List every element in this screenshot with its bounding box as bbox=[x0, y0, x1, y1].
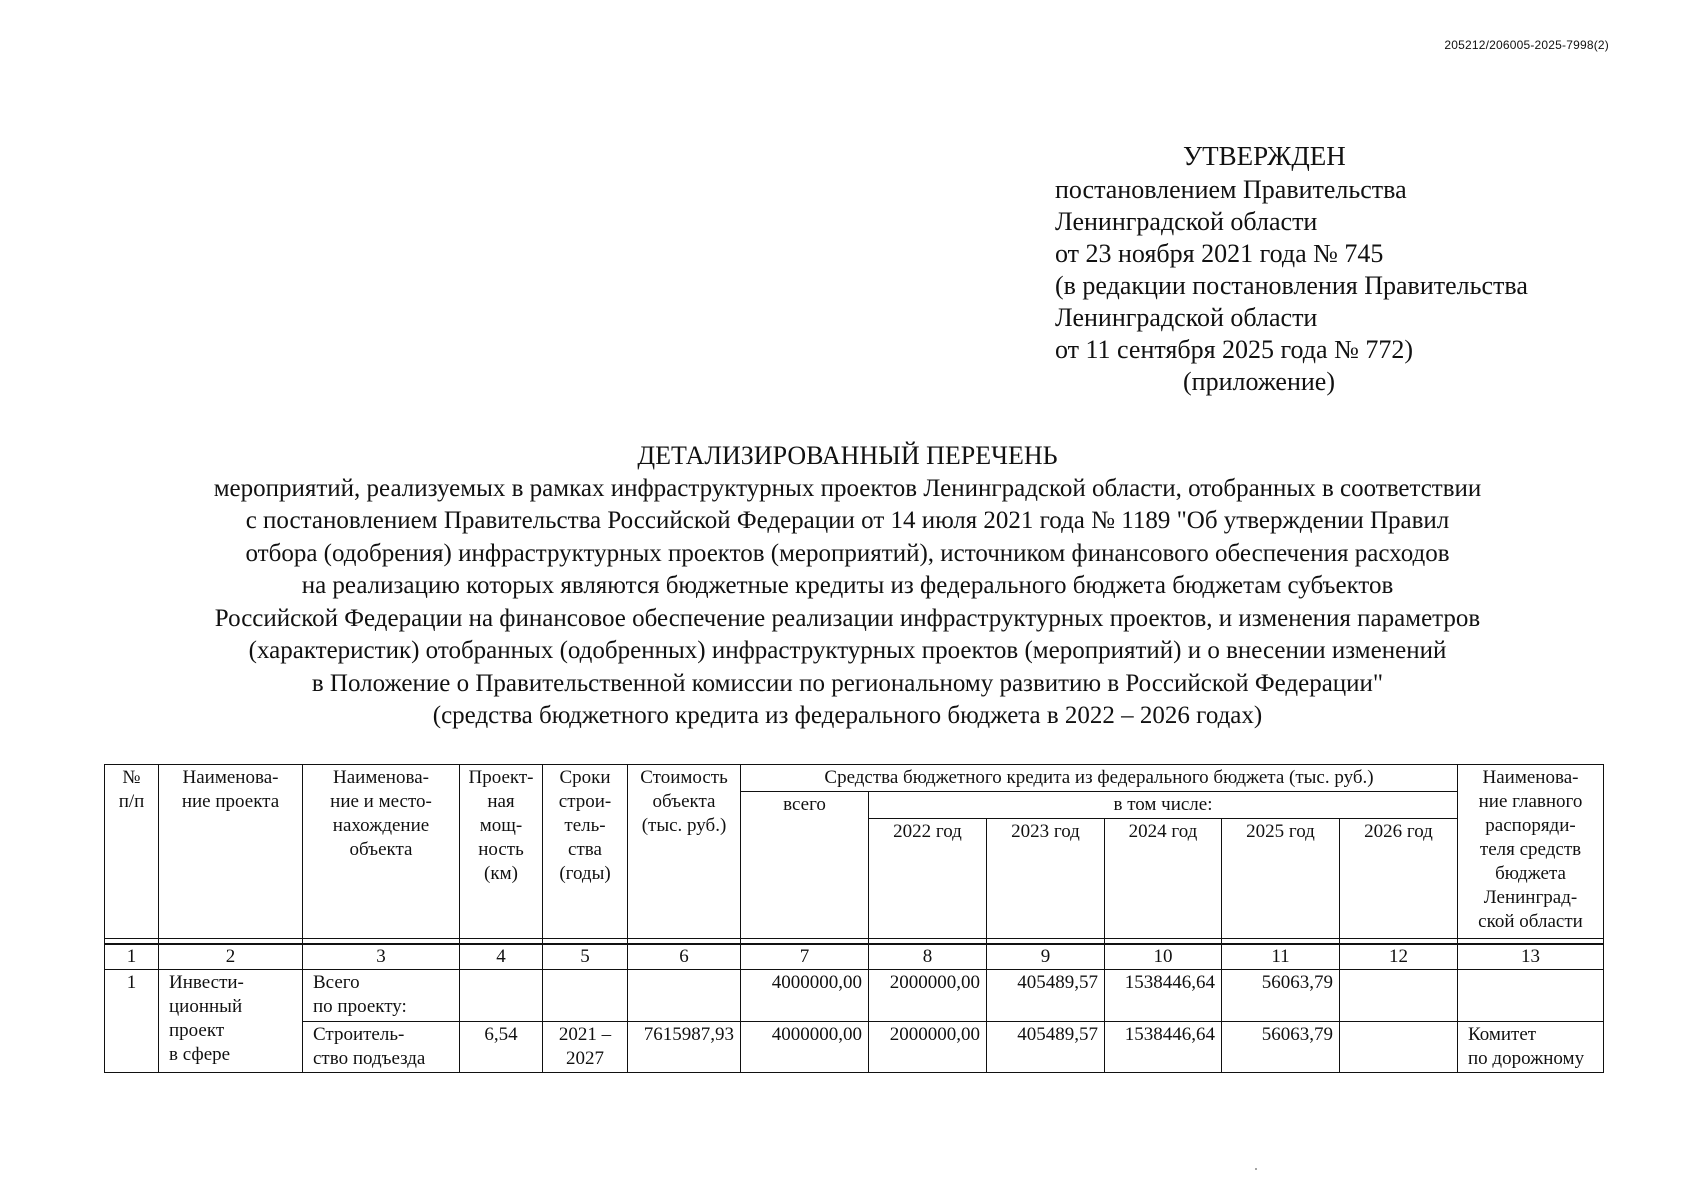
row-admin bbox=[1458, 970, 1604, 1022]
row-object-name: Всего по проекту: bbox=[303, 970, 460, 1022]
heading-line: (характеристик) отобранных (одобренных) инфраструктурных проектов (мероприятий) и о внесении изменений bbox=[248, 637, 1447, 664]
row-num: 1 bbox=[105, 970, 159, 1073]
heading-line: отбора (одобрения) инфраструктурных проектов (мероприятий), источником финансового обеспечения расходов bbox=[245, 539, 1450, 567]
heading-line: мероприятий, реализуемых в рамках инфраструктурных проектов Ленинградской области, отобранных в соответствии bbox=[213, 474, 1482, 502]
header-admin: Наименова- ние главного распоряди- теля средств бюджета Ленинград- ской области bbox=[1458, 765, 1604, 939]
header-object-name: Наименова- ние и место- нахождение объекта bbox=[303, 765, 460, 939]
row-2023: 405489,57 bbox=[987, 1022, 1105, 1073]
row-capacity bbox=[460, 970, 543, 1022]
row-project-name: Инвести- ционный проект в сфере bbox=[159, 970, 303, 1073]
row-2026 bbox=[1340, 970, 1458, 1022]
header-project-name: Наименова- ние проекта bbox=[159, 765, 303, 939]
row-capacity: 6,54 bbox=[460, 1022, 543, 1073]
heading-line: с постановлением Правительства Российской Федерации от 14 июля 2021 года № 1189 "Об утверждении Правил bbox=[245, 507, 1450, 534]
column-number: 9 bbox=[987, 944, 1105, 970]
approval-line: постановлением Правительства bbox=[1055, 175, 1407, 204]
header-2025: 2025 год bbox=[1222, 819, 1340, 939]
row-cost bbox=[628, 970, 741, 1022]
header-2023: 2023 год bbox=[987, 819, 1105, 939]
column-number: 2 bbox=[159, 944, 303, 970]
measures-table bbox=[104, 764, 1604, 1073]
header-2026: 2026 год bbox=[1340, 819, 1458, 939]
scan-speck bbox=[1255, 1168, 1257, 1170]
row-total: 4000000,00 bbox=[741, 1022, 869, 1073]
row-2024: 1538446,64 bbox=[1105, 970, 1222, 1022]
row-admin: Комитет по дорожному bbox=[1458, 1022, 1604, 1073]
header-incl: в том числе: bbox=[869, 792, 1458, 819]
header-terms: Сроки строи- тель- ства (годы) bbox=[543, 765, 628, 939]
column-number: 4 bbox=[460, 944, 543, 970]
row-terms: 2021 – 2027 bbox=[543, 1022, 628, 1073]
heading-line: (средства бюджетного кредита из федерального бюджета в 2022 – 2026 годах) bbox=[432, 702, 1263, 729]
row-object-name: Строитель- ство подъезда bbox=[303, 1022, 460, 1073]
column-number: 3 bbox=[303, 944, 460, 970]
row-2025: 56063,79 bbox=[1222, 1022, 1340, 1073]
column-number: 6 bbox=[628, 944, 741, 970]
row-2025: 56063,79 bbox=[1222, 970, 1340, 1022]
approval-line: (в редакции постановления Правительства bbox=[1055, 271, 1528, 300]
column-number: 10 bbox=[1105, 944, 1222, 970]
table-row bbox=[105, 1022, 1604, 1073]
header-capacity: Проект- ная мощ- ность (км) bbox=[460, 765, 543, 939]
approval-line: Ленинградской области bbox=[1055, 207, 1318, 236]
header-num: № п/п bbox=[105, 765, 159, 939]
column-number: 7 bbox=[741, 944, 869, 970]
approval-line: от 11 сентября 2025 года № 772) bbox=[1055, 335, 1414, 364]
document-id: 205212/206005-2025-7998(2) bbox=[1444, 38, 1609, 52]
column-number: 12 bbox=[1340, 944, 1458, 970]
row-2026 bbox=[1340, 1022, 1458, 1073]
row-total: 4000000,00 bbox=[741, 970, 869, 1022]
heading-line: в Положение о Правительственной комиссии по региональному развитию в Российской Федерации" bbox=[311, 669, 1384, 697]
approval-block bbox=[1055, 140, 1655, 398]
row-2022: 2000000,00 bbox=[869, 1022, 987, 1073]
row-2024: 1538446,64 bbox=[1105, 1022, 1222, 1073]
approval-line: от 23 ноября 2021 года № 745 bbox=[1055, 239, 1384, 268]
header-cost: Стоимость объекта (тыс. руб.) bbox=[628, 765, 741, 939]
heading-line: Российской Федерации на финансовое обеспечение реализации инфраструктурных проектов, и изменения параметров bbox=[214, 604, 1481, 632]
header-2022: 2022 год bbox=[869, 819, 987, 939]
column-number: 13 bbox=[1458, 944, 1604, 970]
row-terms bbox=[543, 970, 628, 1022]
column-number: 5 bbox=[543, 944, 628, 970]
column-number: 1 bbox=[105, 944, 159, 970]
header-total: всего bbox=[741, 792, 869, 939]
row-2023: 405489,57 bbox=[987, 970, 1105, 1022]
header-credit-group: Средства бюджетного кредита из федерального бюджета (тыс. руб.) bbox=[741, 765, 1458, 792]
approval-annex: (приложение) bbox=[1183, 367, 1336, 396]
column-number-row bbox=[105, 944, 1604, 970]
heading-line: на реализацию которых являются бюджетные кредиты из федерального бюджета бюджетам субъектов bbox=[301, 572, 1394, 599]
table-row bbox=[105, 970, 1604, 1022]
row-cost: 7615987,93 bbox=[628, 1022, 741, 1073]
row-2022: 2000000,00 bbox=[869, 970, 987, 1022]
document-heading bbox=[0, 440, 1695, 733]
header-row bbox=[105, 765, 1604, 792]
column-number: 11 bbox=[1222, 944, 1340, 970]
column-number: 8 bbox=[869, 944, 987, 970]
approval-title: УТВЕРЖДЕН bbox=[1183, 141, 1346, 171]
header-2024: 2024 год bbox=[1105, 819, 1222, 939]
approval-line: Ленинградской области bbox=[1055, 303, 1318, 332]
heading-title: ДЕТАЛИЗИРОВАННЫЙ ПЕРЕЧЕНЬ bbox=[637, 441, 1058, 470]
